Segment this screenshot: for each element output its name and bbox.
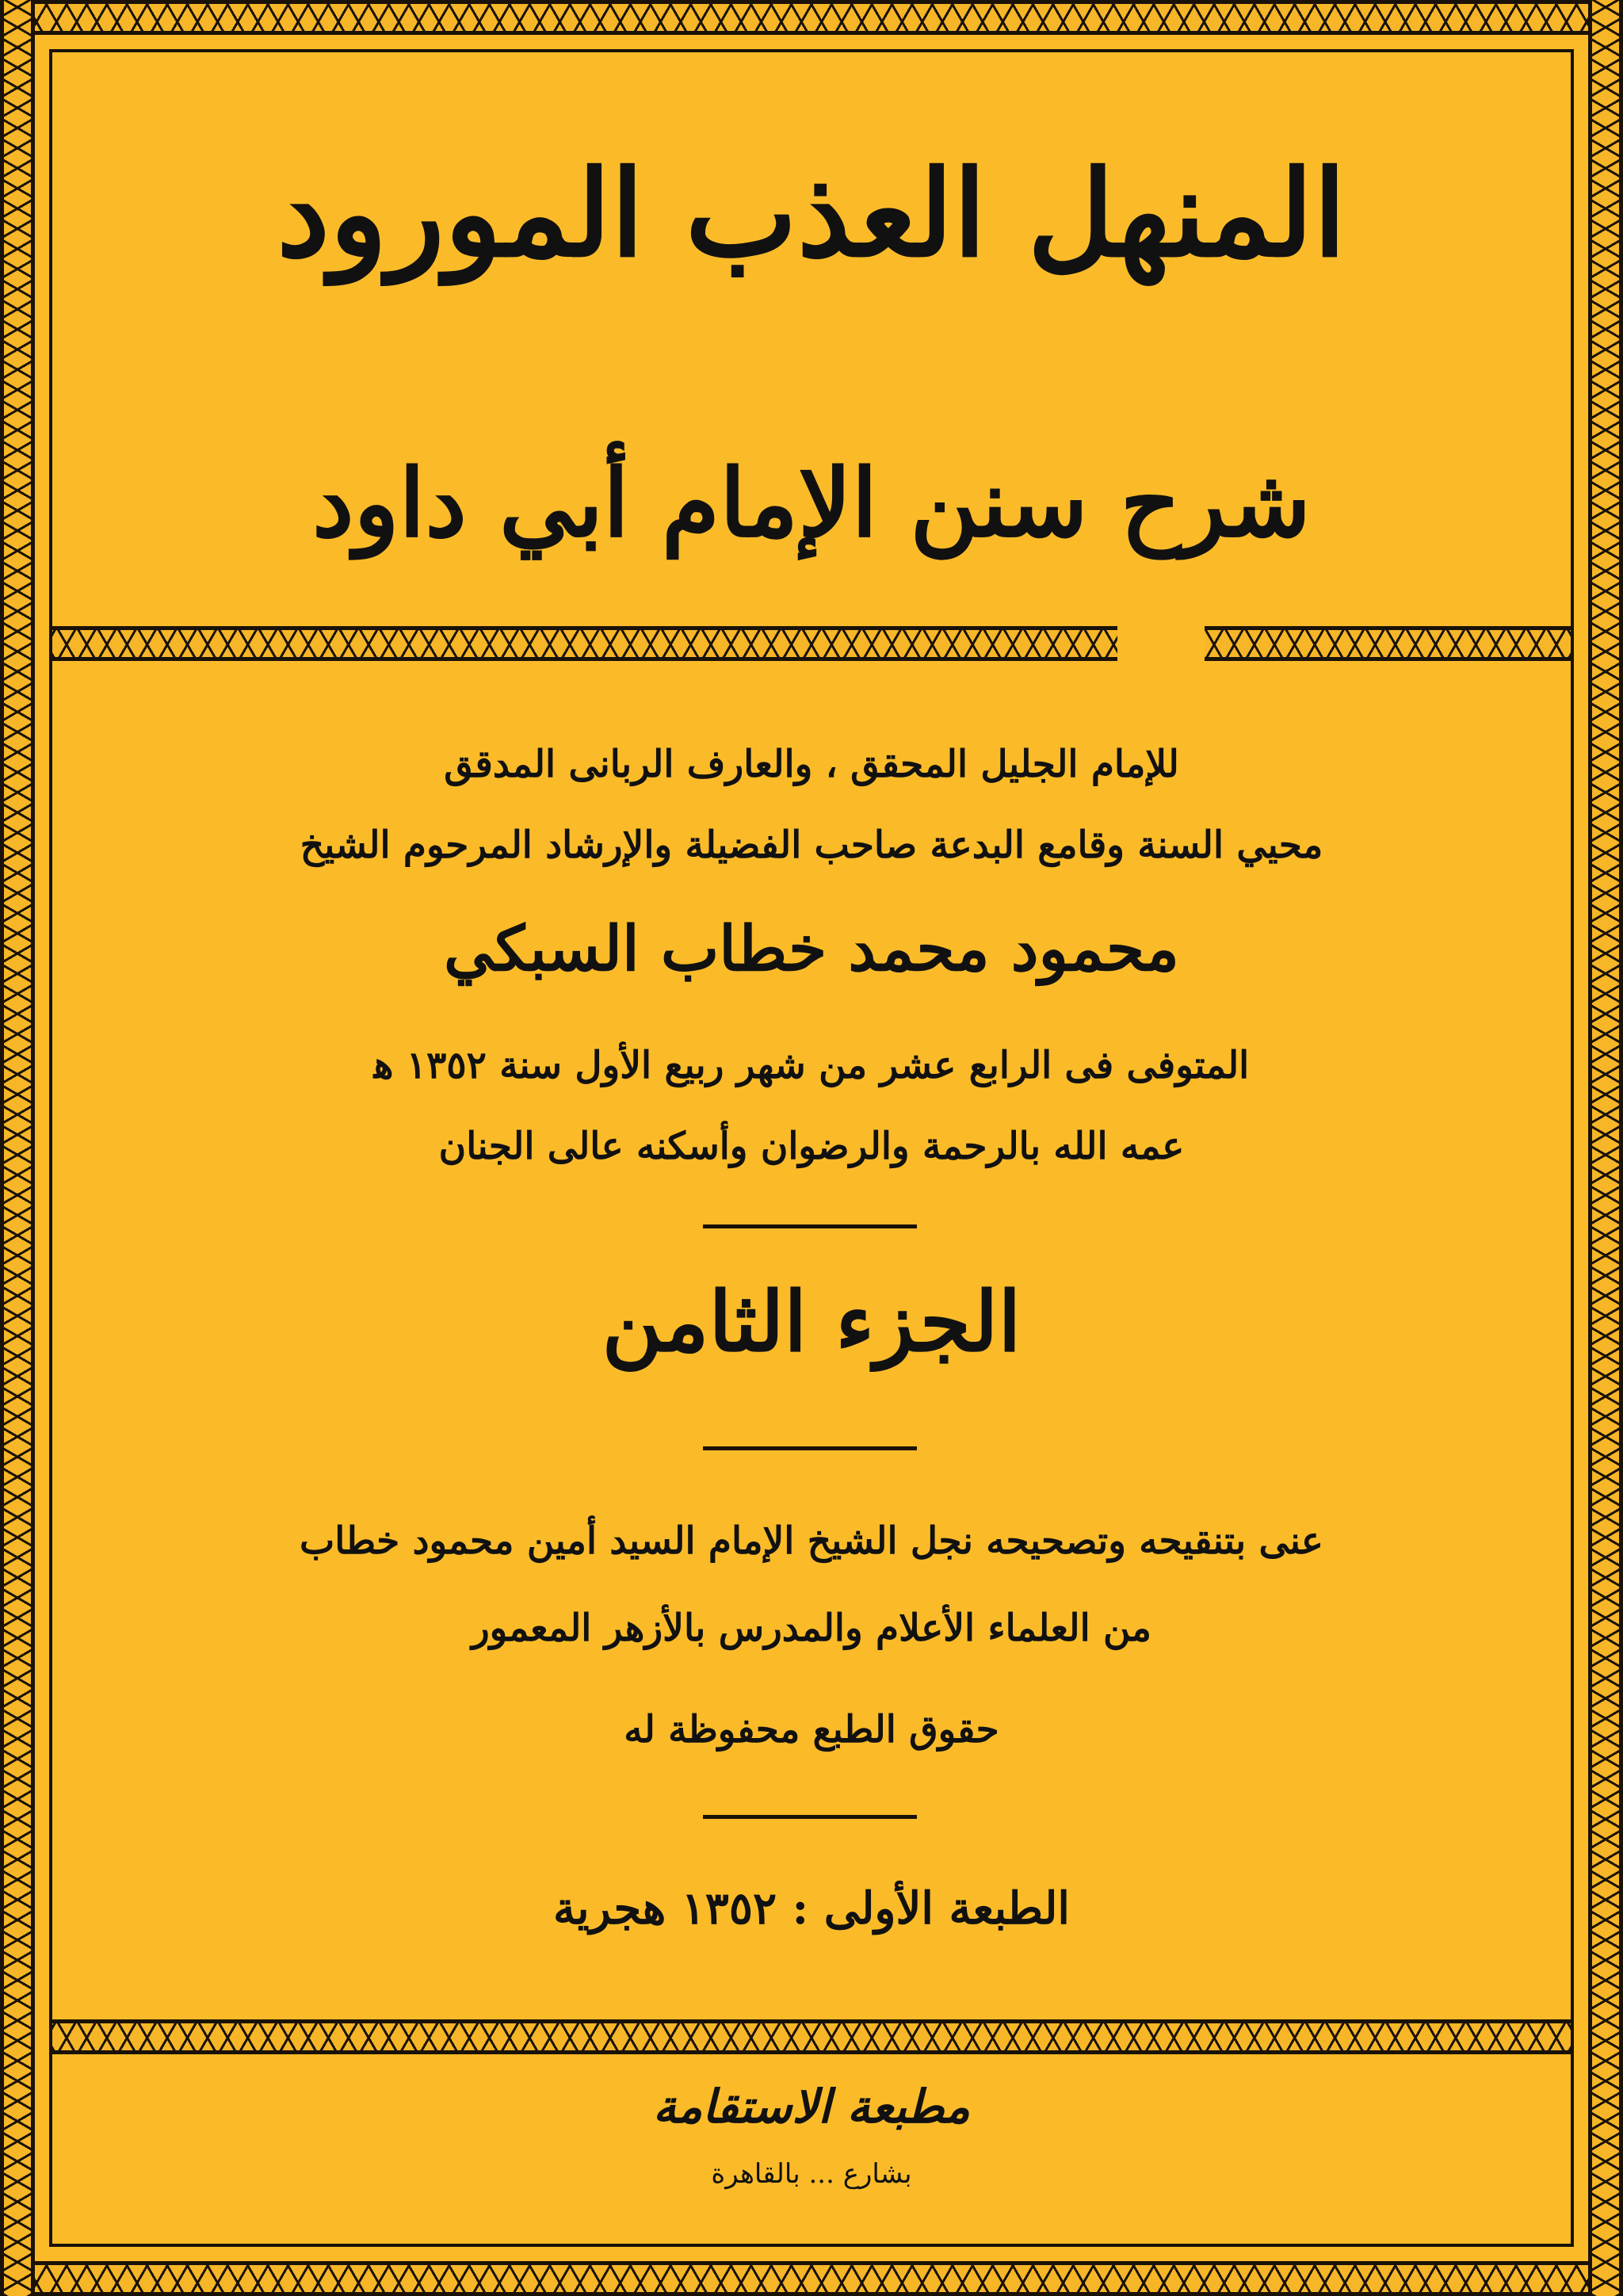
border-top <box>0 0 1623 35</box>
book-subtitle: شرح سنن الإمام أبي داود <box>312 448 1311 558</box>
border-bottom <box>0 2261 1623 2296</box>
book-title: المنهل العذب المورود <box>277 144 1346 284</box>
rule-above-edition <box>703 1815 917 1819</box>
rule-below-volume <box>703 1446 917 1450</box>
volume-label: الجزء الثامن <box>601 1273 1022 1370</box>
divider-gap <box>1117 622 1205 665</box>
rights-line: حقوق الطبع محفوظة له <box>624 1708 999 1752</box>
author-name: محمود محمد خطاب السبكي <box>444 913 1179 985</box>
edition-line: الطبعة الأولى : ١٣٥٢ هجرية <box>553 1882 1070 1935</box>
prayer-line: عمه الله بالرحمة والرضوان وأسكنه عالى الجنان <box>438 1125 1185 1168</box>
death-date-line: المتوفى فى الرابع عشر من شهر ربيع الأول سنة ١٣٥٢ ﻫ <box>373 1044 1250 1087</box>
author-intro-line-2: محيي السنة وقامع البدعة صاحب الفضيلة والإرشاد المرحوم الشيخ <box>300 823 1323 867</box>
author-intro-line-1: للإمام الجليل المحقق ، والعارف الربانى المدقق <box>444 743 1179 786</box>
editor-line-1: عنى بتنقيحه وتصحيحه نجل الشيخ الإمام السيد أمين محمود خطاب <box>300 1519 1323 1563</box>
divider-ornament-bottom <box>52 2019 1571 2054</box>
rule-above-volume <box>703 1224 917 1228</box>
editor-line-2: من العلماء الأعلام والمدرس بالأزهر المعمور <box>471 1606 1151 1650</box>
press-address: بشارع ... بالقاهرة <box>711 2158 912 2190</box>
press-name: مطبعة الاستقامة <box>653 2080 970 2134</box>
divider-ornament-top <box>52 626 1571 661</box>
